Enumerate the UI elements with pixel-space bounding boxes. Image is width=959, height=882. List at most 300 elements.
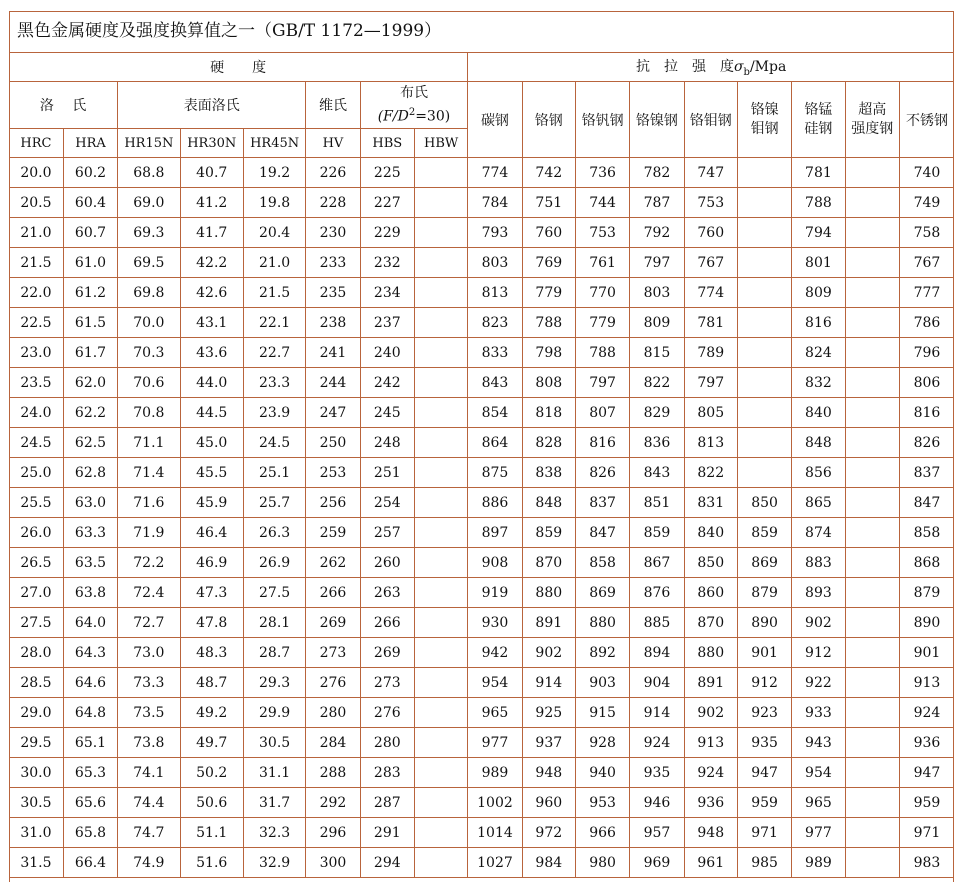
table-cell [845,758,899,788]
table-cell: 21.0 [9,218,63,248]
table-cell: 806 [899,368,954,398]
table-cell [414,368,467,398]
table-cell: 890 [737,608,791,638]
table-row [9,788,954,818]
table-cell: 273 [360,668,414,698]
table-cell: 843 [630,458,684,488]
table-cell: 971 [737,818,791,848]
table-cell: 797 [575,368,629,398]
steel-header-label: 铬镍 [750,101,779,118]
table-cell: 45.5 [180,458,243,488]
table-cell: 913 [684,728,737,758]
table-cell [414,278,467,308]
table-cell: 971 [899,818,954,848]
table-cell: 23.5 [9,368,63,398]
table-cell: 24.5 [243,428,305,458]
hardness-group-header: 硬 度 [9,53,468,82]
table-cell: 924 [684,758,737,788]
table-cell: 49.7 [180,728,243,758]
table-cell: 822 [684,458,737,488]
table-cell [845,818,899,848]
table-cell: 922 [792,668,845,698]
table-cell [845,668,899,698]
table-cell: 860 [684,578,737,608]
table-row [9,188,954,218]
table-cell: 943 [792,728,845,758]
steel-header-label: 铬钢 [534,112,563,129]
table-cell [845,578,899,608]
table-cell: 875 [468,458,522,488]
table-cell: 251 [360,458,414,488]
table-cell: 257 [360,518,414,548]
table-cell: 241 [306,338,360,368]
table-cell [737,338,791,368]
table-cell: 751 [522,188,575,218]
table-cell: 859 [630,518,684,548]
table-cell: 928 [575,728,629,758]
table-cell [737,218,791,248]
table-cell: 45.0 [180,428,243,458]
table-row [9,578,954,608]
table-row [9,158,954,188]
table-cell: 74.1 [118,758,180,788]
steel-header [684,82,737,158]
table-cell: 256 [306,488,360,518]
table-row [9,638,954,668]
table-cell [845,548,899,578]
table-cell: 71.4 [118,458,180,488]
table-cell: 235 [306,278,360,308]
table-cell: 22.5 [9,308,63,338]
table-cell: 856 [792,458,845,488]
table-cell: 919 [468,578,522,608]
table-cell: 760 [684,218,737,248]
table-cell: 19.2 [243,158,305,188]
table-cell [737,248,791,278]
table-cell: 761 [575,248,629,278]
table-cell: 41.7 [180,218,243,248]
table-cell [737,398,791,428]
table-cell: 829 [630,398,684,428]
table-cell: 915 [575,698,629,728]
table-cell: 253 [306,458,360,488]
table-cell: 72.7 [118,608,180,638]
table-cell: 300 [306,848,360,878]
table-cell: 61.5 [63,308,117,338]
table-cell: 823 [468,308,522,338]
steel-header-label: 铬钼钢 [689,112,732,129]
table-cell: 868 [899,548,954,578]
steel-header-label: 铬钒钢 [581,112,624,129]
table-cell: 28.5 [9,668,63,698]
table-cell: 984 [522,848,575,878]
table-cell: 20.0 [9,158,63,188]
table-cell [845,218,899,248]
table-cell [414,848,467,878]
table-row [9,278,954,308]
table-cell: 788 [575,338,629,368]
table-cell: 63.0 [63,488,117,518]
table-cell: 914 [630,698,684,728]
table-cell [414,398,467,428]
table-cell: 847 [899,488,954,518]
table-cell: 23.3 [243,368,305,398]
table-row [9,428,954,458]
table-cell: 935 [630,758,684,788]
table-cell: 770 [575,278,629,308]
table-cell: 292 [306,788,360,818]
table-cell: 813 [468,278,522,308]
table-cell: 31.5 [9,848,63,878]
table-cell: 27.5 [243,578,305,608]
table-cell: 22.7 [243,338,305,368]
table-cell: 848 [522,488,575,518]
table-cell: 31.1 [243,758,305,788]
table-cell: 23.0 [9,338,63,368]
table-cell: 792 [630,218,684,248]
table-cell: 1002 [468,788,522,818]
table-cell: 816 [575,428,629,458]
table-cell: 824 [792,338,845,368]
table-cell: 25.5 [9,488,63,518]
table-cell: 269 [306,608,360,638]
table-cell: 912 [737,668,791,698]
table-cell [845,338,899,368]
table-cell: 71.1 [118,428,180,458]
table-cell: 69.3 [118,218,180,248]
table-cell: 227 [360,188,414,218]
table-cell: 957 [630,818,684,848]
table-cell: 880 [522,578,575,608]
table-cell: 850 [737,488,791,518]
table-cell: 72.2 [118,548,180,578]
table-cell: 230 [306,218,360,248]
table-cell: 65.6 [63,788,117,818]
table-cell: 31.0 [9,818,63,848]
table-cell: 29.9 [243,698,305,728]
table-cell: 935 [737,728,791,758]
table-row [9,758,954,788]
steel-header [522,82,575,158]
table-cell: 64.0 [63,608,117,638]
table-cell: 850 [684,548,737,578]
table-cell: 838 [522,458,575,488]
table-cell: 21.5 [9,248,63,278]
table-cell: 30.5 [243,728,305,758]
table-cell [845,278,899,308]
table-cell [414,578,467,608]
table-cell [845,728,899,758]
table-cell: 64.3 [63,638,117,668]
tensile-strength-group-header: 抗 拉 强 度$\sigma_b$/Mpa [468,53,954,82]
table-cell: 28.0 [9,638,63,668]
table-cell: 288 [306,758,360,788]
table-cell: 63.3 [63,518,117,548]
table-cell: 933 [792,698,845,728]
table-cell: 796 [899,338,954,368]
table-cell [414,818,467,848]
table-cell: 62.8 [63,458,117,488]
table-cell: 46.9 [180,548,243,578]
table-row [9,488,954,518]
table-cell: 901 [899,638,954,668]
table-cell: 70.6 [118,368,180,398]
table-cell: 61.0 [63,248,117,278]
table-cell: 936 [684,788,737,818]
table-cell [737,158,791,188]
table-cell: 68.8 [118,158,180,188]
table-cell: 62.2 [63,398,117,428]
table-cell: 63.8 [63,578,117,608]
table-cell: 26.5 [9,548,63,578]
table-cell [845,638,899,668]
table-cell: 64.6 [63,668,117,698]
table-cell: 767 [899,248,954,278]
table-cell: 287 [360,788,414,818]
table-cell: 798 [522,338,575,368]
table-row [9,458,954,488]
table-cell: 769 [522,248,575,278]
table-cell: 930 [468,608,522,638]
table-cell: 793 [468,218,522,248]
table-cell: 262 [306,548,360,578]
table-cell: 801 [792,248,845,278]
table-cell: 828 [522,428,575,458]
table-cell: 836 [630,428,684,458]
table-cell: 26.3 [243,518,305,548]
table-cell: 25.1 [243,458,305,488]
table-cell: 831 [684,488,737,518]
col-header-hr30n: HR30N [180,129,243,158]
table-cell: 940 [575,758,629,788]
table-cell: 983 [899,848,954,878]
table-cell [845,188,899,218]
table-cell: 826 [899,428,954,458]
table-cell: 225 [360,158,414,188]
table-cell [414,308,467,338]
table-cell: 809 [792,278,845,308]
table-cell: 891 [522,608,575,638]
table-cell: 61.2 [63,278,117,308]
steel-header [575,82,629,158]
table-cell: 22.1 [243,308,305,338]
table-cell [414,518,467,548]
table-cell: 779 [522,278,575,308]
table-cell: 961 [684,848,737,878]
table-cell: 879 [737,578,791,608]
table-cell: 29.0 [9,698,63,728]
table-cell: 797 [630,248,684,278]
table-cell: 816 [792,308,845,338]
table-cell: 913 [899,668,954,698]
table-cell: 985 [737,848,791,878]
table-cell [414,488,467,518]
table-cell: 851 [630,488,684,518]
table-cell [845,788,899,818]
table-cell: 30.0 [9,758,63,788]
table-cell: 742 [522,158,575,188]
table-cell: 879 [899,578,954,608]
table-cell: 280 [360,728,414,758]
table-row [9,818,954,848]
table-cell: 847 [575,518,629,548]
table-cell [737,368,791,398]
table-cell [414,188,467,218]
table-cell [414,728,467,758]
table-cell: 27.0 [9,578,63,608]
steel-header-label: 强度钢 [851,120,894,137]
table-cell: 808 [522,368,575,398]
table-cell: 914 [522,668,575,698]
table-cell: 815 [630,338,684,368]
table-cell: 794 [792,218,845,248]
table-cell: 779 [575,308,629,338]
table-cell: 42.6 [180,278,243,308]
col-header-hbs: HBS [360,129,414,158]
table-cell: 977 [792,818,845,848]
table-cell: 44.0 [180,368,243,398]
table-cell: 20.5 [9,188,63,218]
table-cell: 749 [899,188,954,218]
col-header-hra: HRA [63,129,117,158]
table-cell: 781 [684,308,737,338]
table-cell: 51.1 [180,818,243,848]
steel-header-label: 钼钢 [750,120,779,137]
table-cell [414,338,467,368]
table-cell: 244 [306,368,360,398]
table-cell: 912 [792,638,845,668]
table-cell: 747 [684,158,737,188]
table-cell: 46.4 [180,518,243,548]
steel-header-label: 铬锰 [804,101,833,118]
table-cell: 923 [737,698,791,728]
table-cell [414,158,467,188]
table-cell: 26.0 [9,518,63,548]
table-cell: 813 [684,428,737,458]
steel-header-label: 硅钢 [804,120,833,137]
table-row [9,608,954,638]
table-cell: 880 [684,638,737,668]
table-cell [414,548,467,578]
table-cell: 69.8 [118,278,180,308]
col-header-hr15n: HR15N [118,129,180,158]
table-cell: 41.2 [180,188,243,218]
table-cell: 903 [575,668,629,698]
table-cell: 226 [306,158,360,188]
table-cell [845,428,899,458]
table-cell: 893 [792,578,845,608]
table-cell: 27.5 [9,608,63,638]
table-row [9,368,954,398]
steel-header [845,82,899,158]
table-cell: 250 [306,428,360,458]
table-row [9,308,954,338]
table-row [9,698,954,728]
table-cell: 47.8 [180,608,243,638]
table-cell: 71.6 [118,488,180,518]
table-cell: 30.5 [9,788,63,818]
table-cell: 864 [468,428,522,458]
table-cell: 989 [792,848,845,878]
table-cell: 797 [684,368,737,398]
table-cell: 74.9 [118,848,180,878]
table-cell: 74.4 [118,788,180,818]
table-row [9,548,954,578]
table-cell: 947 [899,758,954,788]
table-cell: 826 [575,458,629,488]
table-cell: 73.5 [118,698,180,728]
table-cell: 266 [360,608,414,638]
table-cell: 869 [737,548,791,578]
table-cell: 266 [306,578,360,608]
table-cell: 60.4 [63,188,117,218]
table-cell: 32.9 [243,848,305,878]
table-cell: 786 [899,308,954,338]
table-cell: 23.9 [243,398,305,428]
table-cell: 954 [792,758,845,788]
table-cell: 865 [792,488,845,518]
table-cell: 63.5 [63,548,117,578]
table-cell: 965 [792,788,845,818]
table-cell: 296 [306,818,360,848]
table-cell: 782 [630,158,684,188]
table-cell: 894 [630,638,684,668]
table-cell: 50.2 [180,758,243,788]
table-cell: 858 [899,518,954,548]
table-cell: 228 [306,188,360,218]
table-cell [845,398,899,428]
table-cell: 25.7 [243,488,305,518]
table-row [9,518,954,548]
table-cell: 874 [792,518,845,548]
table-cell: 767 [684,248,737,278]
conversion-table [9,53,954,878]
steel-header-label: 铬镍钢 [635,112,678,129]
table-cell: 784 [468,188,522,218]
table-cell: 832 [792,368,845,398]
table-cell: 294 [360,848,414,878]
table-cell [414,218,467,248]
steel-header-label: 不锈钢 [905,112,948,129]
table-cell: 803 [468,248,522,278]
table-cell: 69.0 [118,188,180,218]
table-cell: 21.0 [243,248,305,278]
col-header-hrc: HRC [9,129,63,158]
table-cell: 273 [306,638,360,668]
table-cell: 234 [360,278,414,308]
table-cell: 45.9 [180,488,243,518]
table-row [9,248,954,278]
table-cell: 25.0 [9,458,63,488]
table-cell: 867 [630,548,684,578]
table-cell: 276 [360,698,414,728]
table-cell: 237 [360,308,414,338]
table-cell: 233 [306,248,360,278]
col-header-hv: HV [306,129,360,158]
table-cell: 71.9 [118,518,180,548]
table-cell: 280 [306,698,360,728]
table-cell: 774 [468,158,522,188]
table-cell: 73.8 [118,728,180,758]
table-cell: 848 [792,428,845,458]
table-row [9,848,954,878]
steel-header-label: 超高 [858,101,887,118]
table-cell: 892 [575,638,629,668]
table-cell: 60.7 [63,218,117,248]
page-title: 黑色金属硬度及强度换算值之一（GB/T 1172—1999） [9,11,954,53]
table-cell [414,428,467,458]
table-cell: 788 [792,188,845,218]
